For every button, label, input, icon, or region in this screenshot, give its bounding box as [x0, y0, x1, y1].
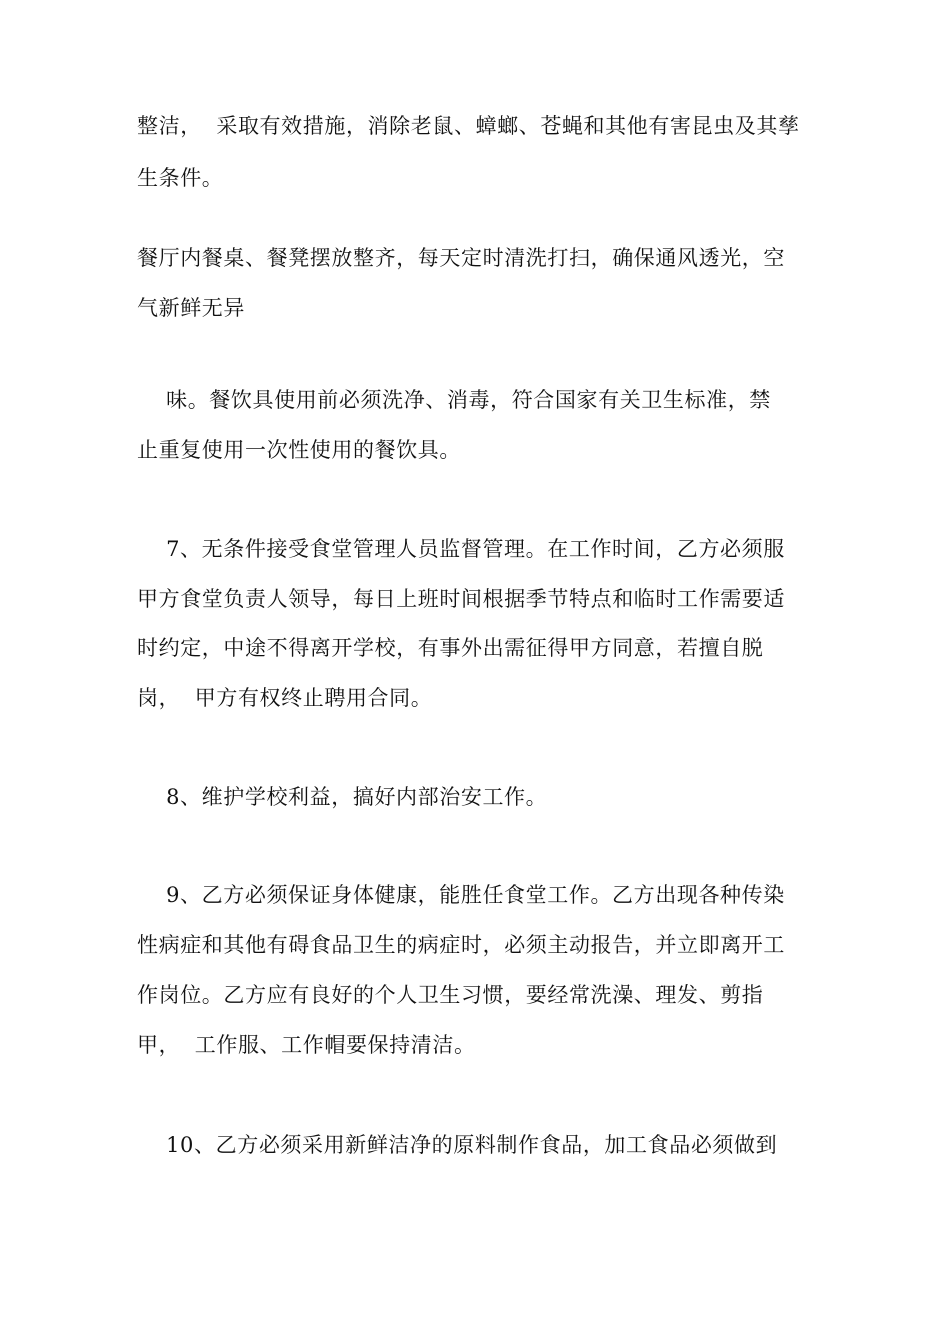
text-line: 味。餐饮具使用前必须洗净、消毒，符合国家有关卫生标准，禁: [137, 388, 771, 412]
text-line: 8、维护学校利益，搞好内部治安工作。: [137, 785, 548, 809]
text-line: 气新鲜无异: [137, 296, 245, 320]
text-line: 甲， 工作服、工作帽要保持清洁。: [137, 1033, 476, 1057]
text-line: 10、乙方必须采用新鲜洁净的原料制作食品，加工食品必须做到: [137, 1133, 778, 1157]
text-line: 9、乙方必须保证身体健康，能胜任食堂工作。乙方出现各种传染: [137, 883, 785, 907]
text-line: 岗， 甲方有权终止聘用合同。: [137, 686, 433, 710]
text-line: 止重复使用一次性使用的餐饮具。: [137, 438, 461, 462]
text-line: 性病症和其他有碍食品卫生的病症时，必须主动报告，并立即离开工: [137, 933, 785, 957]
text-line: 甲方食堂负责人领导，每日上班时间根据季节特点和临时工作需要适: [137, 587, 785, 611]
text-line: 作岗位。乙方应有良好的个人卫生习惯，要经常洗澡、理发、剪指: [137, 983, 764, 1007]
text-line: 时约定，中途不得离开学校，有事外出需征得甲方同意，若擅自脱: [137, 636, 764, 660]
text-line: 7、无条件接受食堂管理人员监督管理。在工作时间，乙方必须服: [137, 537, 785, 561]
text-line: 整洁， 采取有效措施，消除老鼠、蟑螂、苍蝇和其他有害昆虫及其孳: [137, 114, 800, 138]
text-line: 生条件。: [137, 166, 224, 190]
text-line: 餐厅内餐桌、餐凳摆放整齐，每天定时清洗打扫，确保通风透光，空: [137, 246, 785, 270]
